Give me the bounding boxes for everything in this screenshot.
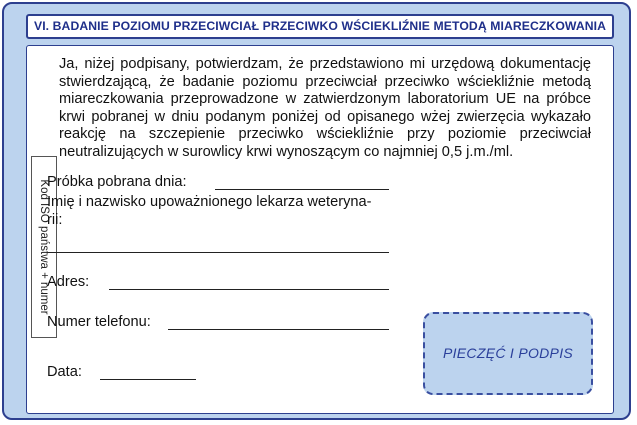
declaration-text: Ja, niżej podpisany, potwierdzam, że przedstawiono mi urzędową dokumentację stwierdzającą, że badanie poziomu przeciwciał przeciwko wściekliźnie metodą miareczkowania przeprowadzone w zatwierdzonym laboratorium UE na próbce krwi pobranej w dniu podanym poniżej od opisanego wżej zwierzęcia wykazało reakcję na szczepienie przeciwko wściekliźnie przy poziomie przeciwciał neutralizujących w surowlicy krwi wynoszącym co najmniej 0,5 j.m./ml. (59, 56, 591, 160)
sample-date-line[interactable] (215, 189, 389, 190)
date-label: Data: (47, 364, 82, 380)
vet-name-label-line2: rii: (47, 212, 63, 228)
declaration-panel (26, 45, 614, 414)
iso-code-label: Kod ISO państwa + numer (38, 179, 50, 315)
form-card (2, 2, 631, 420)
stamp-signature-box[interactable]: PIECZĘĆ I PODPIS (423, 312, 593, 395)
vet-name-label-line1: Imię i nazwisko upoważnionego lekarza weteryna- (47, 194, 372, 210)
address-line[interactable] (109, 289, 389, 290)
phone-label: Numer telefonu: (47, 314, 151, 330)
address-label: Adres: (47, 274, 90, 290)
date-line[interactable] (100, 379, 196, 380)
phone-line[interactable] (168, 329, 389, 330)
section-title: VI. BADANIE POZIOMU PRZECIWCIAŁ PRZECIWKO WŚCIEKLIŹNIE METODĄ MIARECZKOWANIA (26, 14, 614, 39)
sample-date-label: Próbka pobrana dnia: (47, 174, 187, 190)
vet-name-line[interactable] (47, 252, 389, 253)
